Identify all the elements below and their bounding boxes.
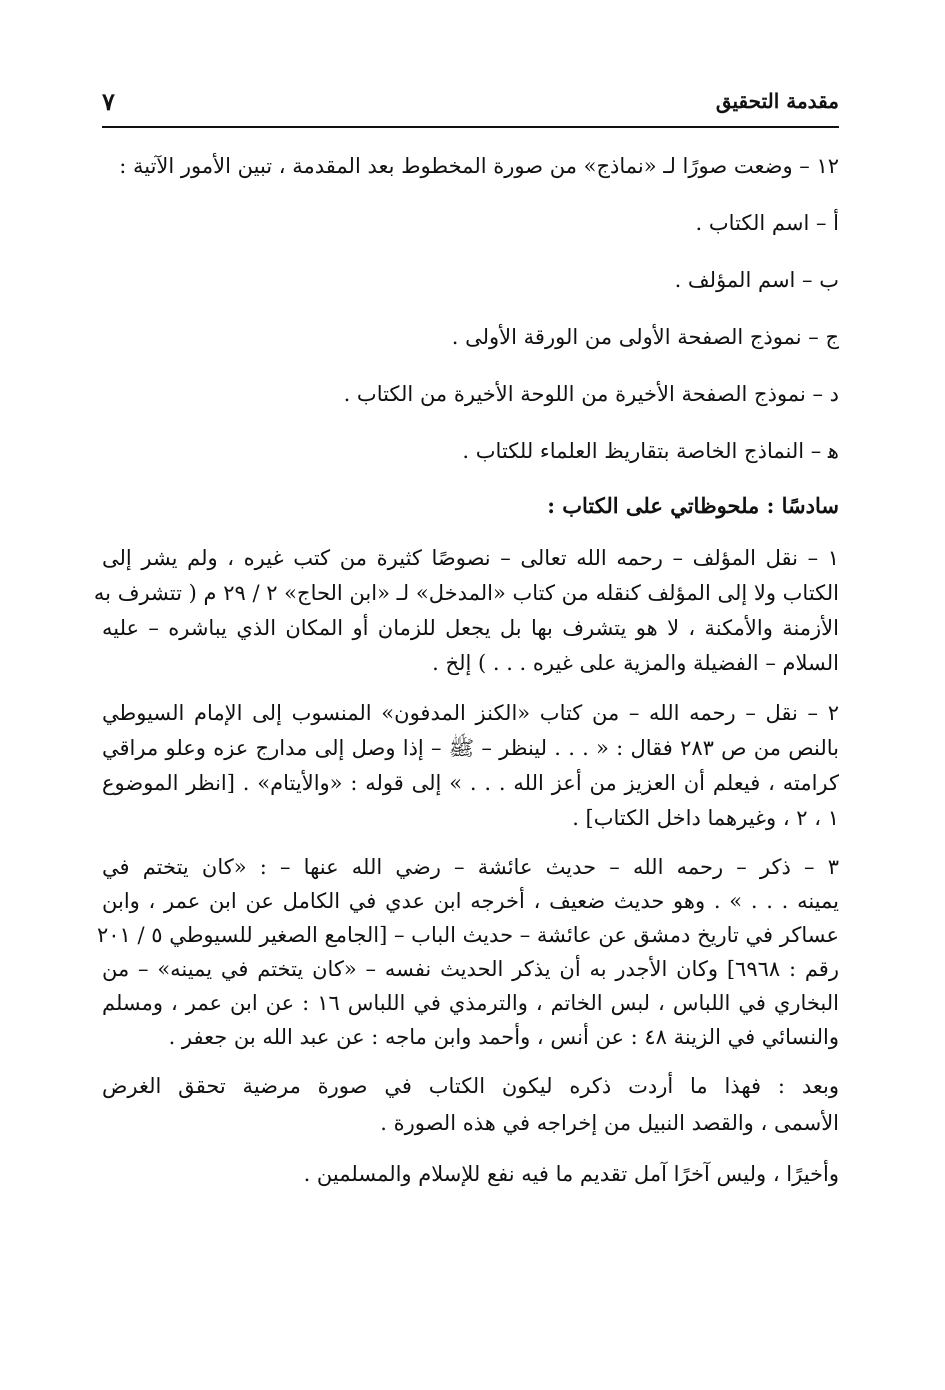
paragraph-line: والنسائي في الزينة ٤٨ : عن أنس ، وأحمد وابن ماجه : عن عبد الله بن جعفر . (168, 1025, 839, 1049)
paragraph-line: كرامته ، فيعلم أن العزيز من أعز الله . . . » إلى قوله : «والأيتام» . [انظر الموضوع (102, 771, 839, 795)
paragraph-line: ١٢ – وضعت صورًا لـ «نماذج» من صورة المخطوط بعد المقدمة ، تبين الأمور الآتية : (119, 154, 839, 178)
paragraph-line: ٣ – ذكر – رحمه الله – حديث عائشة – رضي الله عنها – : «كان يتختم في (102, 855, 839, 879)
list-item: أ – اسم الكتاب . (695, 211, 839, 235)
list-item: ج – نموذج الصفحة الأولى من الورقة الأولى . (451, 325, 839, 349)
paragraph-line: السلام – الفضيلة والمزية على غيره . . . ) إلخ . (432, 651, 839, 675)
paragraph-line: عساكر في تاريخ دمشق عن عائشة – حديث الباب – [الجامع الصغير للسيوطي ٥ / ٢٠١ (96, 923, 839, 947)
closing-line: وأخيرًا ، وليس آخرًا آمل تقديم ما فيه نفع للإسلام والمسلمين . (303, 1162, 839, 1186)
paragraph-line: الأسمى ، والقصد النبيل من إخراجه في هذه الصورة . (380, 1111, 839, 1135)
note-paragraph (96, 850, 839, 1054)
paragraph-line: ١ – نقل المؤلف – رحمه الله تعالى – نصوصًا كثيرة من كتب غيره ، ولم يشر إلى (102, 546, 839, 570)
closing-paragraph (102, 1068, 839, 1142)
paragraph-line: ٢ – نقل – رحمه الله – من كتاب «الكنز المدفون» المنسوب إلى الإمام السيوطي (102, 701, 839, 725)
paragraph-line: بالنص من ص ٢٨٣ فقال : « . . . لينظر – ﷺ – إذا وصل إلى مدارج عزه وعلو مراقي (102, 736, 839, 760)
list-item: ب – اسم المؤلف . (674, 268, 839, 292)
section-heading: سادسًا : ملحوظاتي على الكتاب : (547, 493, 839, 518)
paragraph-line: البخاري في اللباس ، لبس الخاتم ، والترمذي في اللباس ١٦ : عن ابن عمر ، ومسلم (102, 991, 839, 1015)
note-paragraph (102, 696, 839, 836)
paragraph-line: الكتاب ولا إلى المؤلف كنقله من كتاب «المدخل» لـ «ابن الحاج» ٢ / ٢٩ م ( تتشرف به (93, 581, 839, 605)
page-body (93, 140, 839, 1193)
paragraph-line: وبعد : فهذا ما أردت ذكره ليكون الكتاب في صورة مرضية تحقق الغرض (102, 1074, 839, 1098)
list-item: د – نموذج الصفحة الأخيرة من اللوحة الأخيرة من الكتاب . (343, 382, 839, 406)
page-number: ٧ (102, 87, 115, 116)
paragraph-line: رقم : ٦٩٦٨] وكان الأجدر به أن يذكر الحديث نفسه – «كان يتختم في يمينه» – من (102, 957, 839, 981)
note-paragraph (93, 541, 839, 681)
paragraph-line: يمينه . . . » . وهو حديث ضعيف ، أخرجه ابن عدي في الكامل عن ابن عمر ، وابن (102, 889, 839, 913)
header-rule (102, 126, 839, 128)
list-item: ﻫ – النماذج الخاصة بتقاريظ العلماء للكتاب . (462, 439, 839, 463)
header-title: مقدمة التحقيق (715, 89, 839, 113)
running-header (102, 85, 839, 125)
paragraph-line: الأزمنة والأمكنة ، لا هو يتشرف بها بل يجعل للزمان أو المكان الذي يباشره – عليه (102, 616, 839, 640)
paragraph-line: ١ ، ٢ ، وغيرهما داخل الكتاب] . (572, 806, 839, 830)
